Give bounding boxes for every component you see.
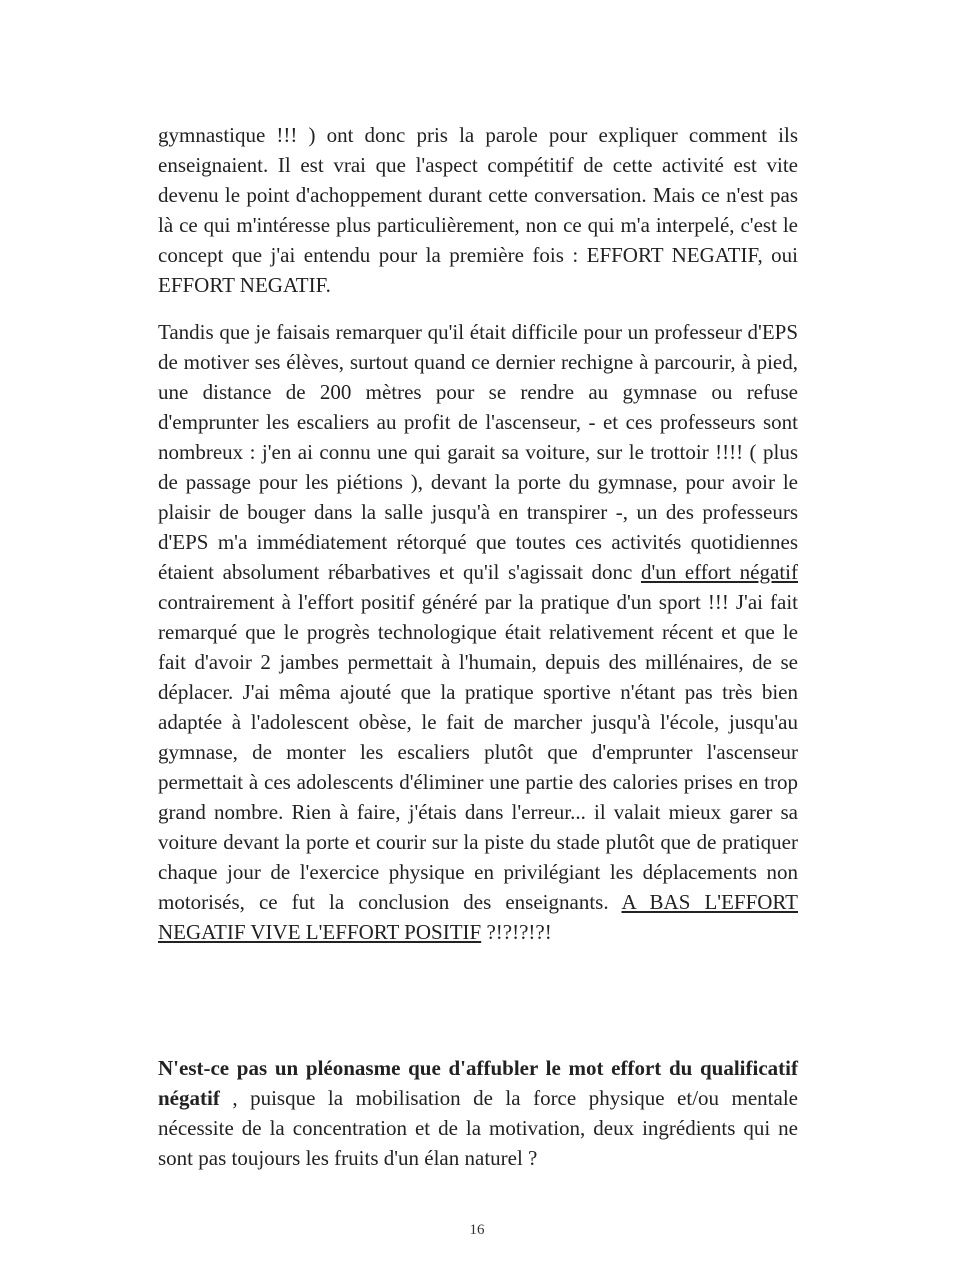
paragraph-2-text-a: Tandis que je faisais remarquer qu'il était difficile pour un professeur d'EPS de motiver ses élèves, surtout quand ce dernier rechigne à parcourir, à pied, une distance de 200 mètres pour se rendre au gymnase ou refuse d'emprunter les escaliers au profit de l'ascenseur, - et ces professeurs sont nombreux : j'en ai connu une qui garait sa voiture, sur le trottoir !!!! ( plus de passage pour les piétions ), devant la porte du gymnase, pour avoir le plaisir de bouger dans la salle jusqu'à en transpirer -, un des professeurs d'EPS m'a immédiatement rétorqué que toutes ces activités quotidiennes étaient absolument rébarbatives et qu'il s'agissait donc	[158, 320, 798, 584]
bold-question: N'est-ce pas un pléonasme que d'affubler le mot effort du qualificatif négatif	[158, 1056, 798, 1110]
paragraph-1	[158, 120, 798, 300]
paragraph-2	[158, 317, 798, 947]
paragraph-3-text: , puisque la mobilisation de la force physique et/ou mentale nécessite de la concentration et de la motivation, deux ingrédients qui ne sont pas toujours les fruits d'un élan naturel ?	[158, 1086, 798, 1170]
underlined-slogan: A BAS L'EFFORT NEGATIF VIVE L'EFFORT POSITIF	[158, 890, 798, 944]
paragraph-3	[158, 1053, 798, 1173]
paragraph-2-text-b: contrairement à l'effort positif généré par la pratique d'un sport !!! J'ai fait remarqué que le progrès technologique était relativement récent et que le fait d'avoir 2 jambes permettait à l'humain, depuis des millénaires, de se déplacer. J'ai mêma ajouté que la pratique sportive n'étant pas très bien adaptée à l'adolescent obèse, le fait de marcher jusqu'à l'école, jusqu'au gymnase, de monter les escaliers plutôt que d'emprunter l'ascenseur permettait à ces adolescents d'éliminer une partie des calories prises en trop grand nombre. Rien à faire, j'étais dans l'erreur... il valait mieux garer sa voiture devant la porte et courir sur la piste du stade plutôt que de pratiquer chaque jour de l'exercice physique en privilégiant les déplacements non motorisés, ce fut la conclusion des enseignants.	[158, 590, 798, 914]
paragraph-2-text-c: ?!?!?!?!	[481, 920, 552, 944]
underlined-phrase-effort-negatif: d'un effort négatif	[640, 560, 798, 584]
paragraph-1-text: gymnastique !!! ) ont donc pris la parole pour expliquer comment ils enseignaient. Il est vrai que l'aspect compétitif de cette activité est vite devenu le point d'achoppement durant cette conversation. Mais ce n'est pas là ce qui m'intéresse plus particulièrement, non ce qui m'a interpelé, c'est le concept que j'ai entendu pour la première fois : EFFORT NEGATIF, oui EFFORT NEGATIF.	[158, 123, 798, 297]
page-number: 16	[469, 1222, 485, 1238]
